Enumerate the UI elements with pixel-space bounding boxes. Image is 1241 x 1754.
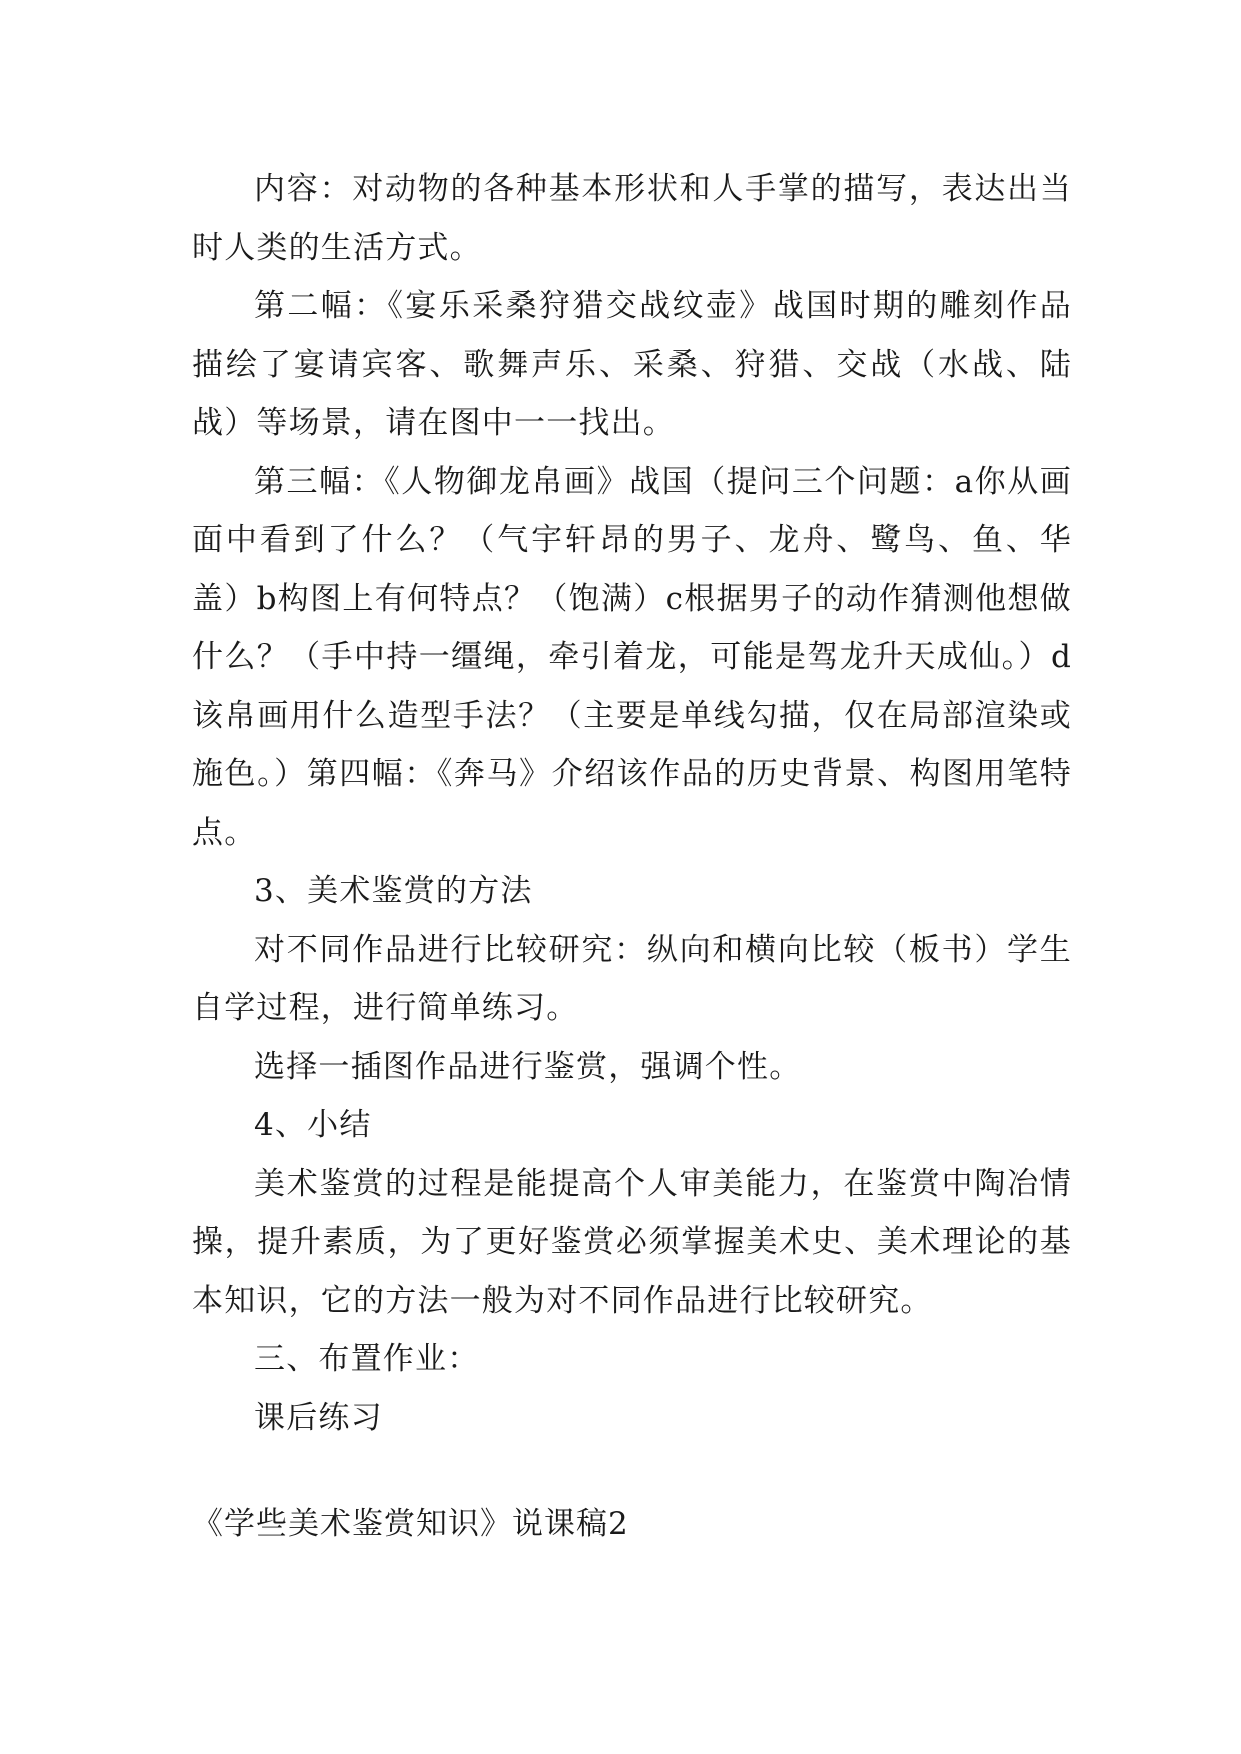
paragraph-third-fourth-artwork: 第三幅：《人物御龙帛画》战国（提问三个问题：a你从画面中看到了什么？（气宇轩昂的男子、龙舟、鹭鸟、鱼、华盖）b构图上有何特点？（饱满）c根据男子的动作猜测他想做什么？（手中持一缰绳，牵引着龙，可能是驾龙升天成仙。）d该帛画用什么造型手法？（主要是单线勾描，仅在局部渲染或施色。）第四幅：《奔马》介绍该作品的历史背景、构图用笔特点。	[192, 463, 1072, 851]
document-body	[192, 160, 1072, 1447]
paragraph-second-artwork: 第二幅：《宴乐采桑狩猎交战纹壶》战国时期的雕刻作品描绘了宴请宾客、歌舞声乐、采桑、狩猎、交战（水战、陆战）等场景，请在图中一一找出。	[192, 288, 1072, 441]
paragraph-comparison-study: 对不同作品进行比较研究：纵向和横向比较（板书）学生自学过程，进行简单练习。	[192, 931, 1072, 1026]
heading-summary: 4、小结	[254, 1107, 372, 1143]
paragraph-select-illustration: 选择一插图作品进行鉴赏，强调个性。	[254, 1048, 802, 1085]
paragraph-homework-text: 课后练习	[254, 1399, 383, 1436]
paragraph-summary-text: 美术鉴赏的过程是能提高个人审美能力，在鉴赏中陶冶情操，提升素质，为了更好鉴赏必须掌握美术史、美术理论的基本知识，它的方法一般为对不同作品进行比较研究。	[192, 1165, 1072, 1319]
heading-homework: 三、布置作业：	[254, 1341, 480, 1377]
heading-appreciation-method: 3、美术鉴赏的方法	[254, 873, 533, 909]
paragraph-content-description: 内容：对动物的各种基本形状和人手掌的描写，表达出当时人类的生活方式。	[192, 171, 1072, 266]
next-section-title: 《学些美术鉴赏知识》说课稿2	[192, 1506, 629, 1542]
